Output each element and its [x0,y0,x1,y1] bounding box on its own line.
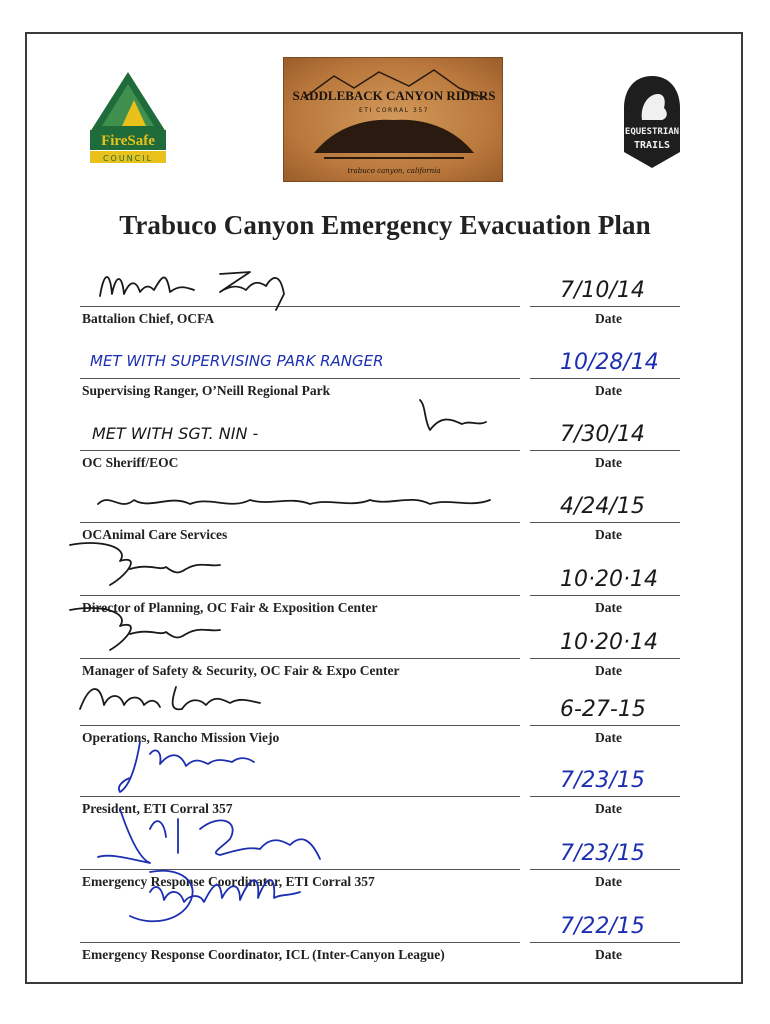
date-label: Date [595,527,622,542]
handwritten-note: MET WITH SGT. NIN - [92,424,259,443]
signed-date: 10·20·14 [560,630,658,655]
signatory-role: Emergency Response Coordinator, ETI Corral 357 [82,874,375,889]
signatory-role: President, ETI Corral 357 [82,801,233,816]
signed-date: 6-27-15 [560,697,646,722]
signed-date: 7/23/15 [560,841,645,866]
firesafe-council-logo [88,70,168,165]
document-title: Trabuco Canyon Emergency Evacuation Plan [119,210,651,240]
date-line [530,450,680,451]
date-label: Date [595,874,622,889]
equestrian-trails-logo [612,72,692,172]
date-label: Date [595,730,622,745]
signatory-role: Emergency Response Coordinator, ICL (Inter-Canyon League) [82,947,445,962]
signed-date: 4/24/15 [560,494,645,519]
handwritten-note: MET WITH SUPERVISING PARK RANGER [90,352,384,370]
signatory-role: Manager of Safety & Security, OC Fair & Expo Center [82,663,400,678]
date-label: Date [595,947,622,962]
firesafe-logo-text: FireSafe [101,133,155,149]
signed-date: 10/28/14 [560,350,659,375]
handwritten-signature [90,685,510,735]
date-line [530,869,680,870]
signed-date: 7/10/14 [560,278,645,303]
signatory-role: Supervising Ranger, O’Neill Regional Park [82,383,331,398]
date-line [530,306,680,307]
badge-caption: trabuco canyon, california [347,167,441,175]
signed-date: 10·20·14 [560,567,658,592]
date-line [530,658,680,659]
signatory-role: Director of Planning, OC Fair & Exposition Center [82,600,378,615]
badge-subtitle: ETI CORRAL 357 [359,107,429,114]
handwritten-signature [90,902,510,952]
date-label: Date [595,663,622,678]
handwritten-signature [90,482,510,532]
saddleback-canyon-riders-badge [283,57,503,182]
date-line [530,522,680,523]
signatory-role: OCAnimal Care Services [82,527,228,542]
date-label: Date [595,311,622,326]
signed-date: 7/23/15 [560,768,645,793]
signatory-role: Operations, Rancho Mission Viejo [82,730,280,745]
signatory-role: OC Sheriff/EOC [82,455,179,470]
handwritten-signature [90,266,510,316]
date-line [530,595,680,596]
trails-logo-line2: TRAILS [633,140,671,151]
signatory-role: Battalion Chief, OCFA [82,311,215,326]
handwritten-signature [90,555,510,605]
handwritten-signature [90,756,510,806]
date-label: Date [595,383,622,398]
firesafe-council-text: COUNCIL [102,154,154,163]
trails-logo-line1: EQUESTRIAN [624,127,680,137]
date-label: Date [595,455,622,470]
date-line [530,378,680,379]
signed-date: 7/30/14 [560,422,645,447]
signature-line [80,378,520,379]
date-label: Date [595,801,622,816]
date-line [530,725,680,726]
handwritten-signature [90,618,510,668]
date-line [530,796,680,797]
date-line [530,942,680,943]
badge-title: SADDLEBACK CANYON RIDERS [292,88,496,103]
signed-date: 7/22/15 [560,914,645,939]
date-label: Date [595,600,622,615]
